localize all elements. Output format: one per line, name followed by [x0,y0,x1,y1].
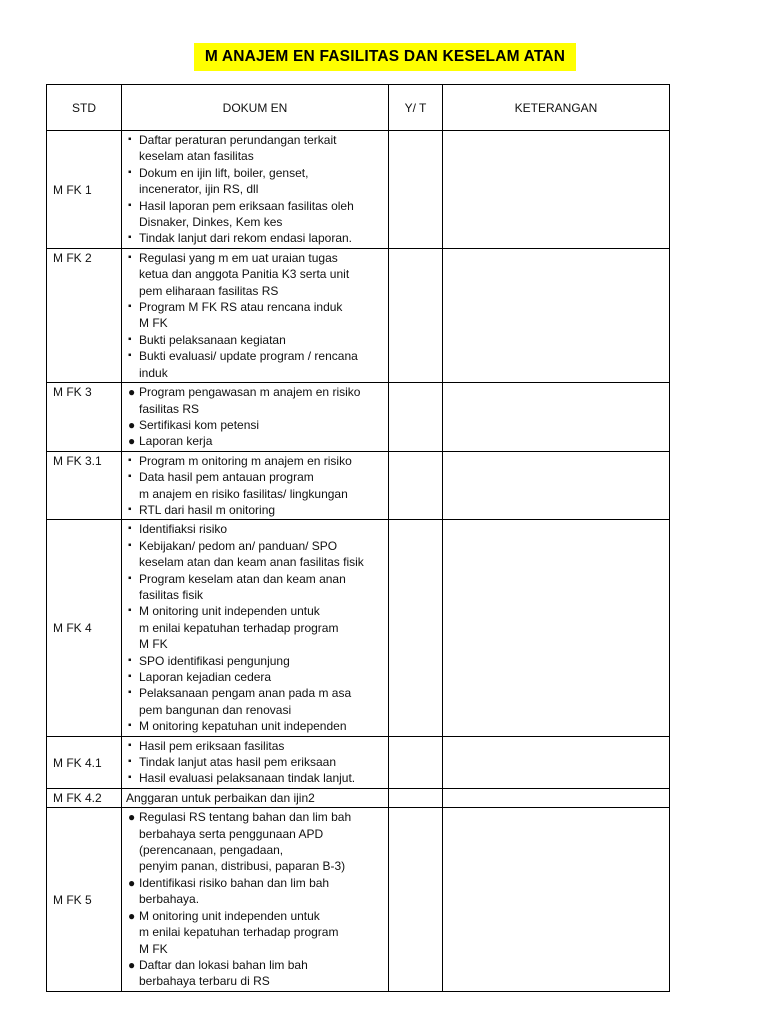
bullet-icon: ▪ [128,301,132,313]
list-item: ▪ Data hasil pem antauan program m anajem en risiko fasilitas/ lingkungan [128,470,348,501]
table-row [47,131,670,249]
list-item: ▪ Identifiaksi risiko [128,522,228,537]
list-item: ▪ Pelaksanaan pengam anan pada m asa pem bangunan dan renovasi [128,686,352,717]
bullet-icon: ▪ [128,454,132,466]
std-cell: M FK 1 [47,131,122,249]
keterangan-cell[interactable] [443,383,670,452]
list-item: ▪ Tindak lanjut dari rekom endasi laporan. [128,231,353,246]
yt-cell[interactable] [389,788,443,807]
table-row [47,520,670,736]
std-cell: M FK 3.1 [47,451,122,520]
std-cell: M FK 4.1 [47,736,122,788]
list-item: ▪ Bukti pelaksanaan kegiatan [128,332,286,347]
document-title: M ANAJEM EN FASILITAS DAN KESELAM ATAN [194,43,576,71]
bullet-icon: ● [128,908,136,923]
keterangan-cell[interactable] [443,788,670,807]
yt-cell[interactable] [389,451,443,520]
plain-text: Anggaran untuk perbaikan dan ijin2 [126,790,315,805]
bullet-icon: ▪ [128,720,132,732]
header-keterangan: KETERANGAN [443,85,670,131]
yt-cell[interactable] [389,248,443,382]
bullet-icon: ● [128,957,136,972]
dokumen-cell [122,808,389,991]
dokumen-cell [122,131,389,249]
bullet-icon: ▪ [128,605,132,617]
list-item: ● Regulasi RS tentang bahan dan lim bah berbahaya serta penggunaan APD (perencanaan, pengadaan, penyim panan, distribusi, paparan B-3) [128,810,352,874]
list-item: ▪ Program m onitoring m anajem en risiko [128,453,352,468]
bullet-icon: ▪ [128,772,132,784]
table-row [47,788,670,807]
yt-cell[interactable] [389,383,443,452]
list-item: ▪ Hasil pem eriksaan fasilitas [128,738,285,753]
bullet-icon: ● [128,385,136,400]
keterangan-cell[interactable] [443,808,670,991]
table-row [47,383,670,452]
table-row [47,808,670,991]
list-item: ● Program pengawasan m anajem en risiko fasilitas RS [128,385,361,416]
bullet-icon: ● [128,810,136,825]
keterangan-cell[interactable] [443,248,670,382]
list-item: ▪ Program M FK RS atau rencana induk M FK [128,300,343,331]
checklist-table [46,84,670,992]
dokumen-cell [122,248,389,382]
std-cell: M FK 2 [47,248,122,382]
keterangan-cell[interactable] [443,451,670,520]
list-item: ▪ Laporan kejadian cedera [128,670,272,684]
list-item: ▪ Kebijakan/ pedom an/ panduan/ SPO keselam atan dan keam anan fasilitas fisik [128,538,364,570]
yt-cell[interactable] [389,520,443,736]
bullet-icon: ▪ [128,572,132,584]
keterangan-cell[interactable] [443,520,670,736]
keterangan-cell[interactable] [443,736,670,788]
list-item: ● Sertifikasi kom petensi [128,417,260,432]
dokumen-cell [122,520,389,736]
bullet-icon: ▪ [128,739,132,751]
bullet-icon: ● [128,417,136,432]
list-item: ● Laporan kerja [128,434,213,449]
list-item: ▪ Hasil laporan pem eriksaan fasilitas oleh Disnaker, Dinkes, Kem kes [128,198,354,230]
yt-cell[interactable] [389,736,443,788]
keterangan-cell[interactable] [443,131,670,249]
bullet-icon: ▪ [128,654,132,666]
bullet-icon: ▪ [128,350,132,362]
bullet-icon: ▪ [128,134,132,145]
list-item: ● M onitoring unit independen untuk m enilai kepatuhan terhadap program M FK [128,908,339,956]
list-item: ● Daftar dan lokasi bahan lim bah berbahaya terbaru di RS [128,957,308,989]
yt-cell[interactable] [389,808,443,991]
dokumen-cell [122,383,389,452]
bullet-icon: ▪ [128,232,132,244]
list-item: ▪ Hasil evaluasi pelaksanaan tindak lanjut. [128,771,356,786]
header-std: STD [47,85,122,131]
std-cell: M FK 4.2 [47,788,122,807]
list-item: ▪ Bukti evaluasi/ update program / rencana induk [128,349,358,380]
bullet-icon: ▪ [128,199,132,211]
table-row [47,248,670,382]
std-cell: M FK 5 [47,808,122,991]
header-row [47,85,670,131]
header-yt: Y/ T [389,85,443,131]
table-row [47,451,670,520]
list-item: ▪ RTL dari hasil m onitoring [128,502,276,517]
yt-cell[interactable] [389,131,443,249]
list-item: ● Identifikasi risiko bahan dan lim bah berbahaya. [128,875,330,907]
dokumen-cell [122,788,389,807]
std-cell: M FK 4 [47,520,122,736]
list-item: ▪ Tindak lanjut atas hasil pem eriksaan [128,755,336,770]
bullet-icon: ▪ [128,756,132,768]
list-item: ▪ SPO identifikasi pengunjung [128,653,290,668]
list-item: ▪ Daftar peraturan perundangan terkait keselam atan fasilitas [128,133,337,164]
table-row [47,736,670,788]
bullet-icon: ▪ [128,471,132,483]
bullet-icon: ▪ [128,539,132,551]
header-dokumen: DOKUM EN [122,85,389,131]
std-cell: M FK 3 [47,383,122,452]
bullet-icon: ▪ [128,166,132,178]
list-item: ▪ Dokum en ijin lift, boiler, genset, incenerator, ijin RS, dll [128,165,309,197]
bullet-icon: ▪ [128,333,132,345]
bullet-icon: ▪ [128,523,132,535]
bullet-icon: ▪ [128,687,132,699]
list-item: ▪ Program keselam atan dan keam anan fasilitas fisik [128,571,346,602]
bullet-icon: ▪ [128,251,132,263]
bullet-icon: ● [128,875,136,890]
bullet-icon: ▪ [128,503,132,515]
bullet-icon: ● [128,434,136,449]
dokumen-cell [122,451,389,520]
list-item: ▪ Regulasi yang m em uat uraian tugas ketua dan anggota Panitia K3 serta unit pem eliharaan fasilitas RS [128,250,350,298]
bullet-icon: ▪ [128,671,132,682]
list-item: ▪ M onitoring unit independen untuk m enilai kepatuhan terhadap program M FK [128,604,339,652]
list-item: ▪ M onitoring kepatuhan unit independen [128,719,347,734]
dokumen-cell [122,736,389,788]
